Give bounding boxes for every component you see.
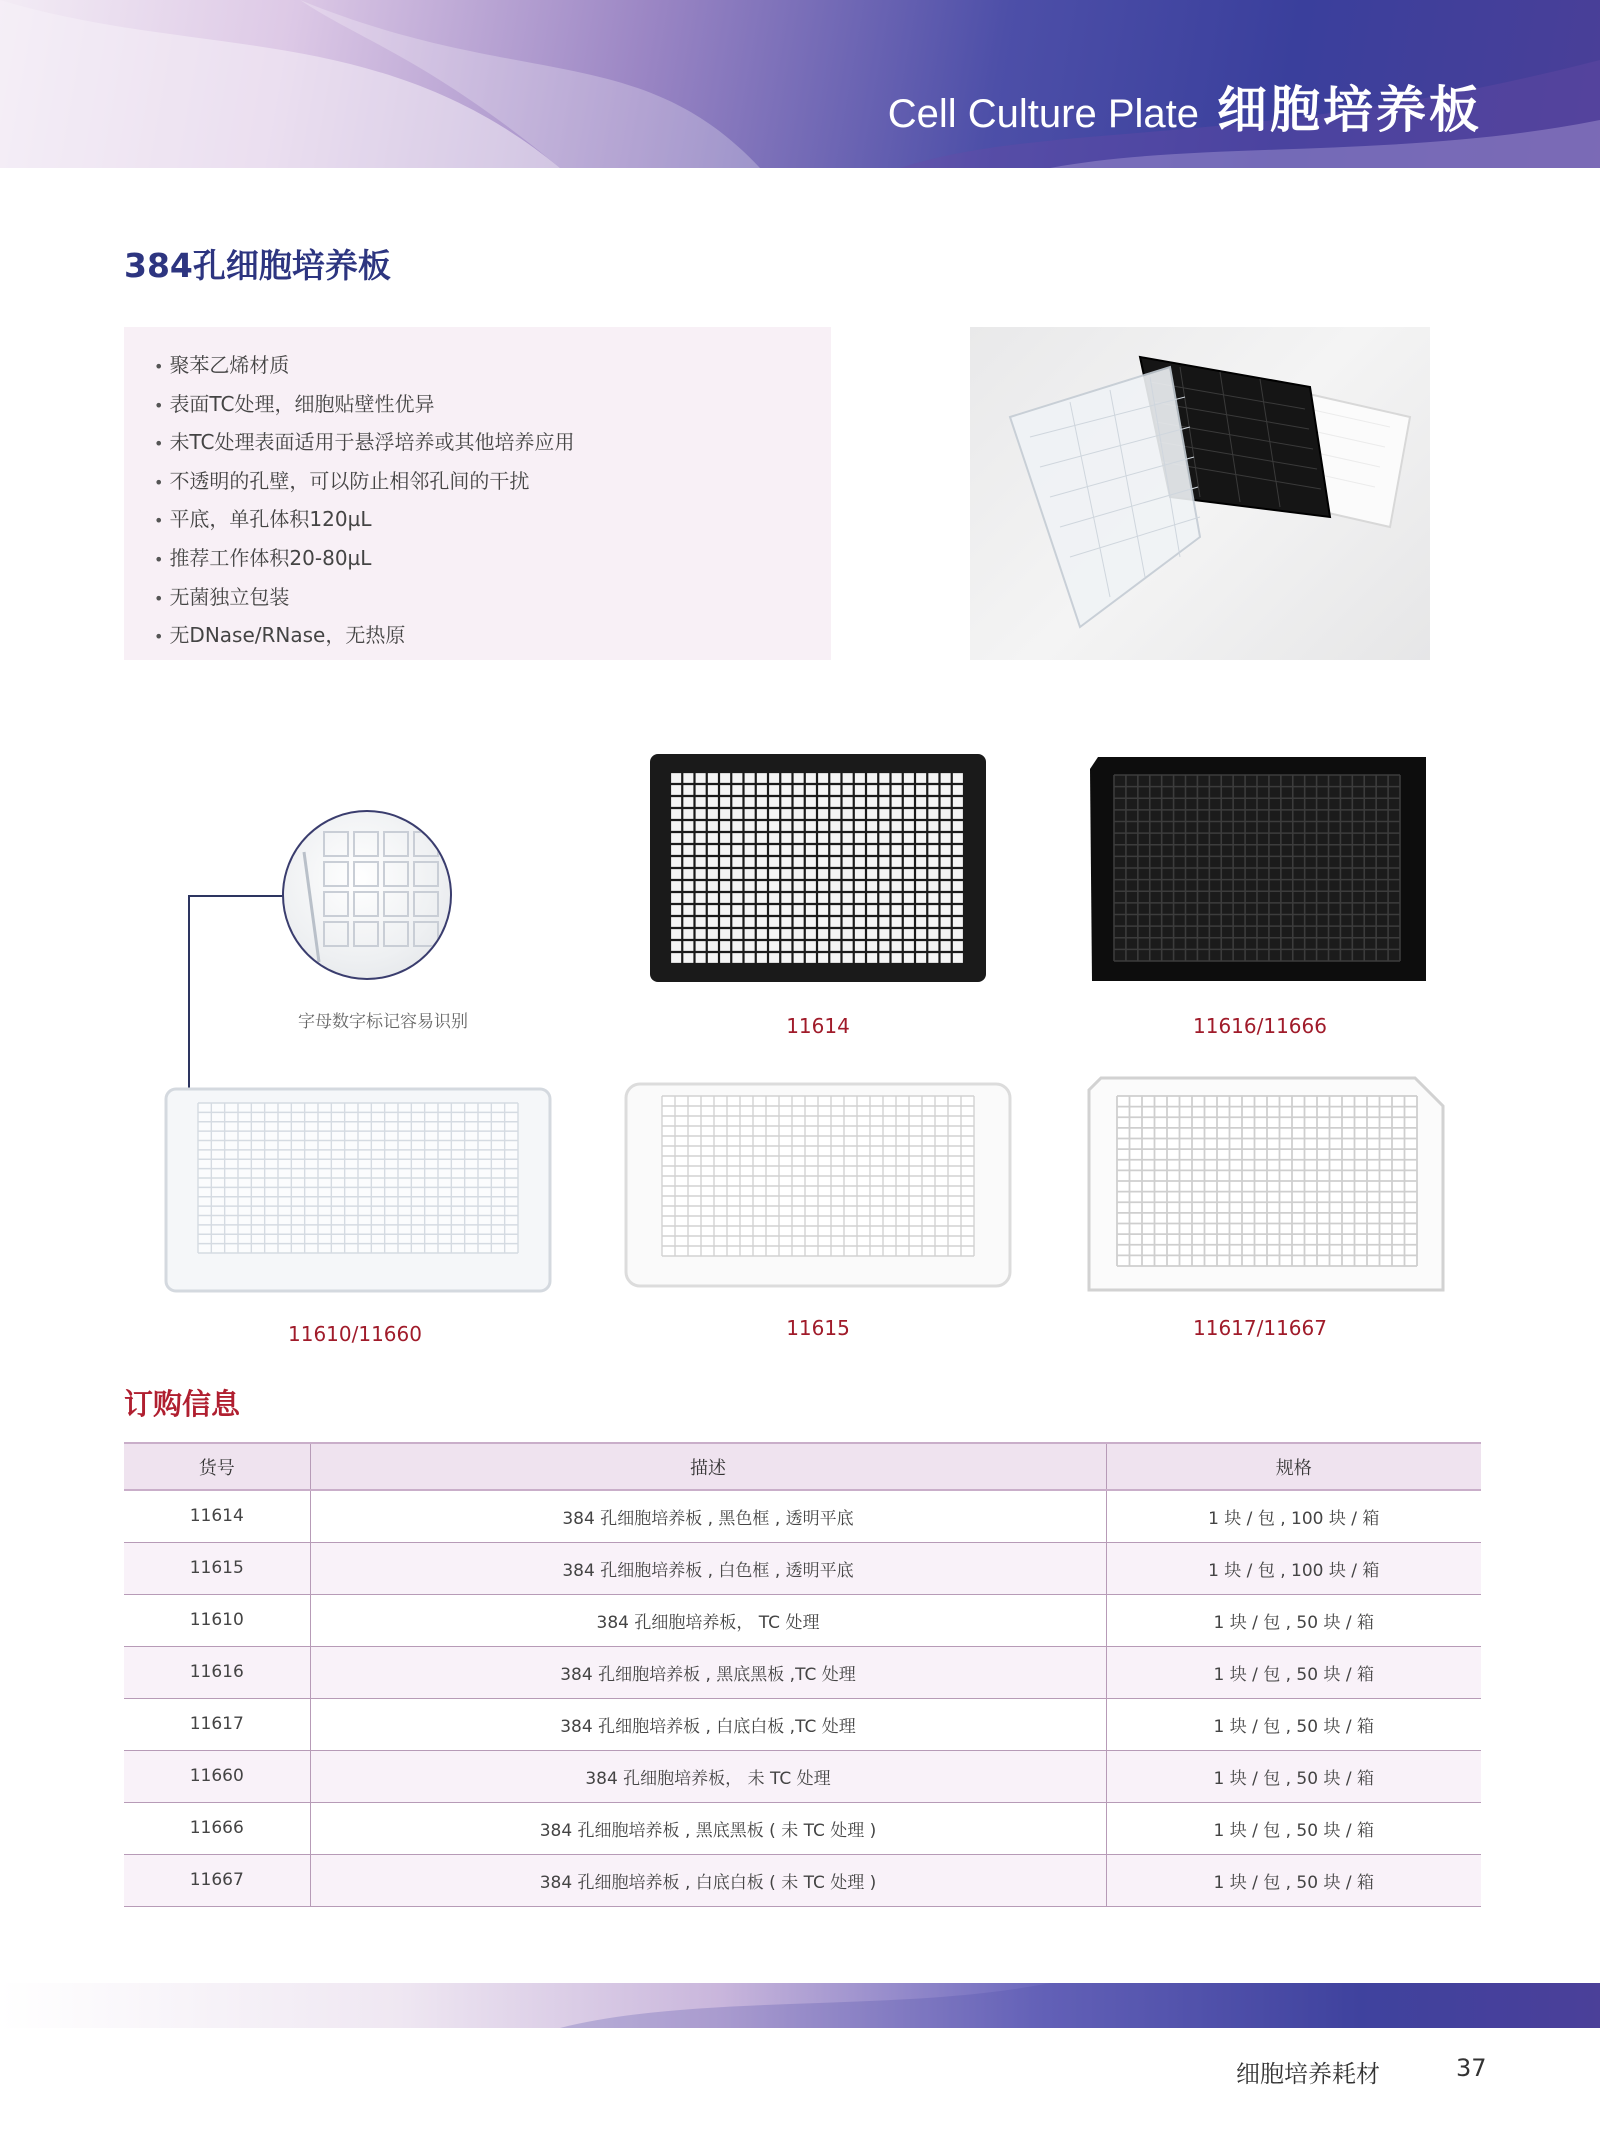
feature-item: • 无菌独立包装 bbox=[154, 579, 831, 618]
feature-item: • 聚苯乙烯材质 bbox=[154, 347, 831, 386]
feature-item: • 无DNase/RNase，无热原 bbox=[154, 617, 831, 656]
footer-band bbox=[0, 1983, 1600, 2028]
cell-spec: 1 块 / 包 , 50 块 / 箱 bbox=[1106, 1802, 1481, 1854]
header-title-cn: 细胞培养板 bbox=[1217, 81, 1482, 139]
page-header bbox=[0, 0, 1600, 168]
cell-sku: 11616 bbox=[124, 1646, 310, 1698]
cell-sku: 11610 bbox=[124, 1594, 310, 1646]
table-row bbox=[124, 1594, 1481, 1646]
feature-item: • 表面TC处理，细胞贴壁性优异 bbox=[154, 386, 831, 425]
feature-item: • 平底，单孔体积120µL bbox=[154, 501, 831, 540]
plate-label-11614: 11614 bbox=[786, 1014, 850, 1038]
cell-sku: 11666 bbox=[124, 1802, 310, 1854]
table-row bbox=[124, 1802, 1481, 1854]
table-row bbox=[124, 1646, 1481, 1698]
table-row bbox=[124, 1490, 1481, 1542]
table-row bbox=[124, 1750, 1481, 1802]
table-header-row bbox=[124, 1443, 1481, 1490]
cell-sku: 11660 bbox=[124, 1750, 310, 1802]
column-header-sku: 货号 bbox=[124, 1443, 310, 1490]
product-photo-stack bbox=[970, 327, 1430, 660]
plate-11615-image bbox=[622, 1080, 1014, 1290]
cell-sku: 11617 bbox=[124, 1698, 310, 1750]
cell-spec: 1 块 / 包 , 50 块 / 箱 bbox=[1106, 1750, 1481, 1802]
cell-description: 384 孔细胞培养板 , 黑色框 , 透明平底 bbox=[310, 1490, 1106, 1542]
cell-sku: 11667 bbox=[124, 1854, 310, 1906]
section-title: 384孔细胞培养板 bbox=[124, 246, 391, 285]
plate-11617-image bbox=[1085, 1076, 1447, 1292]
plate-11614-image bbox=[648, 752, 988, 984]
cell-description: 384 孔细胞培养板 , 黑底黑板 ( 未 TC 处理 ) bbox=[310, 1802, 1106, 1854]
feature-item: • 推荐工作体积20-80µL bbox=[154, 540, 831, 579]
feature-list bbox=[154, 347, 831, 656]
plate-label-11615: 11615 bbox=[786, 1316, 850, 1340]
cell-spec: 1 块 / 包 , 50 块 / 箱 bbox=[1106, 1646, 1481, 1698]
feature-item: • 未TC处理表面适用于悬浮培养或其他培养应用 bbox=[154, 424, 831, 463]
cell-description: 384 孔细胞培养板 , 黑底黑板 ,TC 处理 bbox=[310, 1646, 1106, 1698]
cell-description: 384 孔细胞培养板， TC 处理 bbox=[310, 1594, 1106, 1646]
cell-spec: 1 块 / 包 , 50 块 / 箱 bbox=[1106, 1854, 1481, 1906]
feature-item: • 不透明的孔壁，可以防止相邻孔间的干扰 bbox=[154, 463, 831, 502]
page-number: 37 bbox=[1456, 2054, 1487, 2082]
cell-description: 384 孔细胞培养板 , 白底白板 ( 未 TC 处理 ) bbox=[310, 1854, 1106, 1906]
table-row bbox=[124, 1698, 1481, 1750]
cell-spec: 1 块 / 包 , 100 块 / 箱 bbox=[1106, 1542, 1481, 1594]
zoom-caption: 字母数字标记容易识别 bbox=[298, 1012, 468, 1032]
table-row bbox=[124, 1854, 1481, 1906]
plate-label-11617-11667: 11617/11667 bbox=[1193, 1316, 1327, 1340]
header-title-en: Cell Culture Plate bbox=[887, 92, 1199, 136]
cell-spec: 1 块 / 包 , 100 块 / 箱 bbox=[1106, 1490, 1481, 1542]
plate-label-11616-11666: 11616/11666 bbox=[1193, 1014, 1327, 1038]
plate-11610-image bbox=[162, 1085, 554, 1295]
zoom-detail-image bbox=[282, 810, 452, 980]
table-row bbox=[124, 1542, 1481, 1594]
order-title: 订购信息 bbox=[124, 1387, 241, 1421]
plate-label-11610-11660: 11610/11660 bbox=[288, 1322, 422, 1346]
cell-description: 384 孔细胞培养板 , 白色框 , 透明平底 bbox=[310, 1542, 1106, 1594]
header-title bbox=[888, 70, 1482, 142]
order-table bbox=[124, 1442, 1481, 1907]
cell-spec: 1 块 / 包 , 50 块 / 箱 bbox=[1106, 1594, 1481, 1646]
cell-spec: 1 块 / 包 , 50 块 / 箱 bbox=[1106, 1698, 1481, 1750]
column-header-description: 描述 bbox=[310, 1443, 1106, 1490]
cell-sku: 11614 bbox=[124, 1490, 310, 1542]
cell-description: 384 孔细胞培养板， 未 TC 处理 bbox=[310, 1750, 1106, 1802]
column-header-spec: 规格 bbox=[1106, 1443, 1481, 1490]
plate-11616-image bbox=[1088, 755, 1428, 987]
feature-box bbox=[124, 327, 831, 660]
footer-text: 细胞培养耗材 bbox=[1236, 2060, 1380, 2088]
cell-description: 384 孔细胞培养板 , 白底白板 ,TC 处理 bbox=[310, 1698, 1106, 1750]
cell-sku: 11615 bbox=[124, 1542, 310, 1594]
